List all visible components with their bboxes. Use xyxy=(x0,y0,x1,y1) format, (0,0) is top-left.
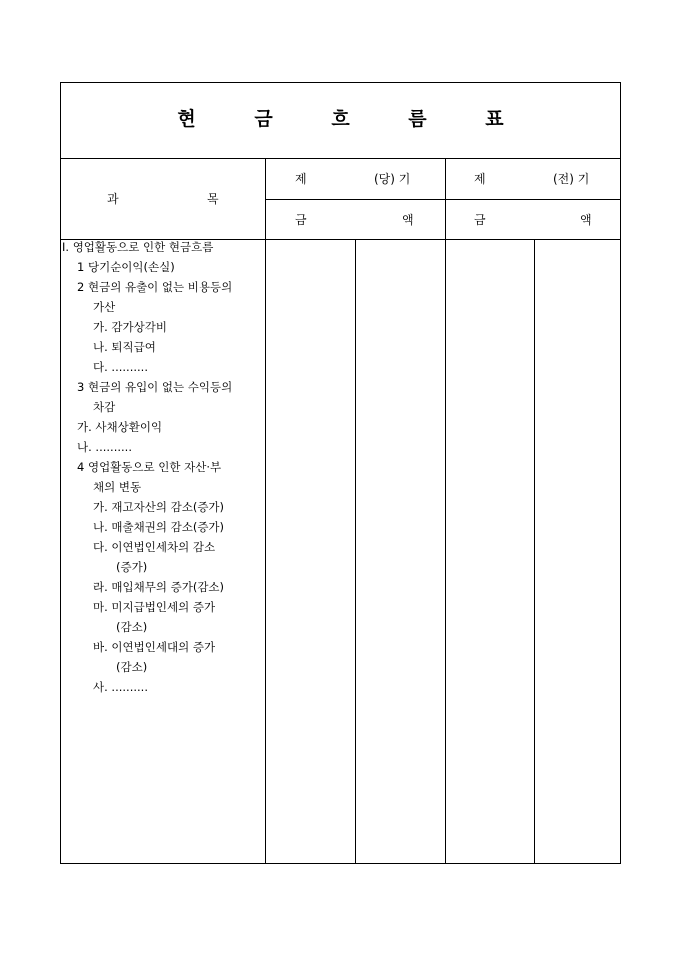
current-amount-left: 금 xyxy=(295,213,307,227)
list-item: 1 당기순이익(손실) xyxy=(77,260,175,274)
list-item: 다. .......... xyxy=(93,360,148,374)
list-item: 나. 퇴직급여 xyxy=(93,340,156,354)
section-heading: I. 영업활동으로 인한 현금흐름 xyxy=(62,240,214,254)
subject-header-right: 목 xyxy=(207,192,219,206)
header-divider xyxy=(265,199,621,200)
subject-header-left: 과 xyxy=(107,192,119,206)
previous-amount-divider xyxy=(534,239,535,864)
previous-period-prefix: 제 xyxy=(474,172,486,186)
list-item: 나. .......... xyxy=(77,440,132,454)
list-item: 채의 변동 xyxy=(93,480,142,494)
previous-amount-left: 금 xyxy=(474,213,486,227)
list-item: 나. 매출채권의 감소(증가) xyxy=(93,520,225,534)
list-item: 3 현금의 유입이 없는 수익등의 xyxy=(77,380,233,394)
list-item: 마. 미지급법인세의 증가 xyxy=(93,600,216,614)
list-item: 가. 사채상환이익 xyxy=(77,420,163,434)
subject-column-divider xyxy=(265,158,266,864)
page-title: 현 금 흐 름 표 xyxy=(177,108,530,130)
current-amount-divider xyxy=(355,239,356,864)
list-item: 사. .......... xyxy=(93,680,148,694)
list-item: 다. 이연법인세차의 감소 xyxy=(93,540,216,554)
list-item: 차감 xyxy=(93,400,116,414)
list-item: 바. 이연법인세대의 증가 xyxy=(93,640,216,654)
list-item: 4 영업활동으로 인한 자산·부 xyxy=(77,460,222,474)
list-item: 가. 재고자산의 감소(증가) xyxy=(93,500,225,514)
period-column-divider xyxy=(445,158,446,864)
list-item: 가. 감가상각비 xyxy=(93,320,167,334)
current-period-prefix: 제 xyxy=(295,172,307,186)
current-amount-right: 액 xyxy=(402,213,414,227)
list-item: 라. 매입채무의 증가(감소) xyxy=(93,580,225,594)
list-item: (증가) xyxy=(116,560,148,574)
list-item: 2 현금의 유출이 없는 비용등의 xyxy=(77,280,233,294)
previous-amount-right: 액 xyxy=(580,213,592,227)
previous-period-suffix: (전) 기 xyxy=(553,172,590,186)
list-item: (감소) xyxy=(116,620,148,634)
list-item: 가산 xyxy=(93,300,116,314)
current-period-suffix: (당) 기 xyxy=(374,172,411,186)
title-divider xyxy=(60,158,621,159)
list-item: (감소) xyxy=(116,660,148,674)
